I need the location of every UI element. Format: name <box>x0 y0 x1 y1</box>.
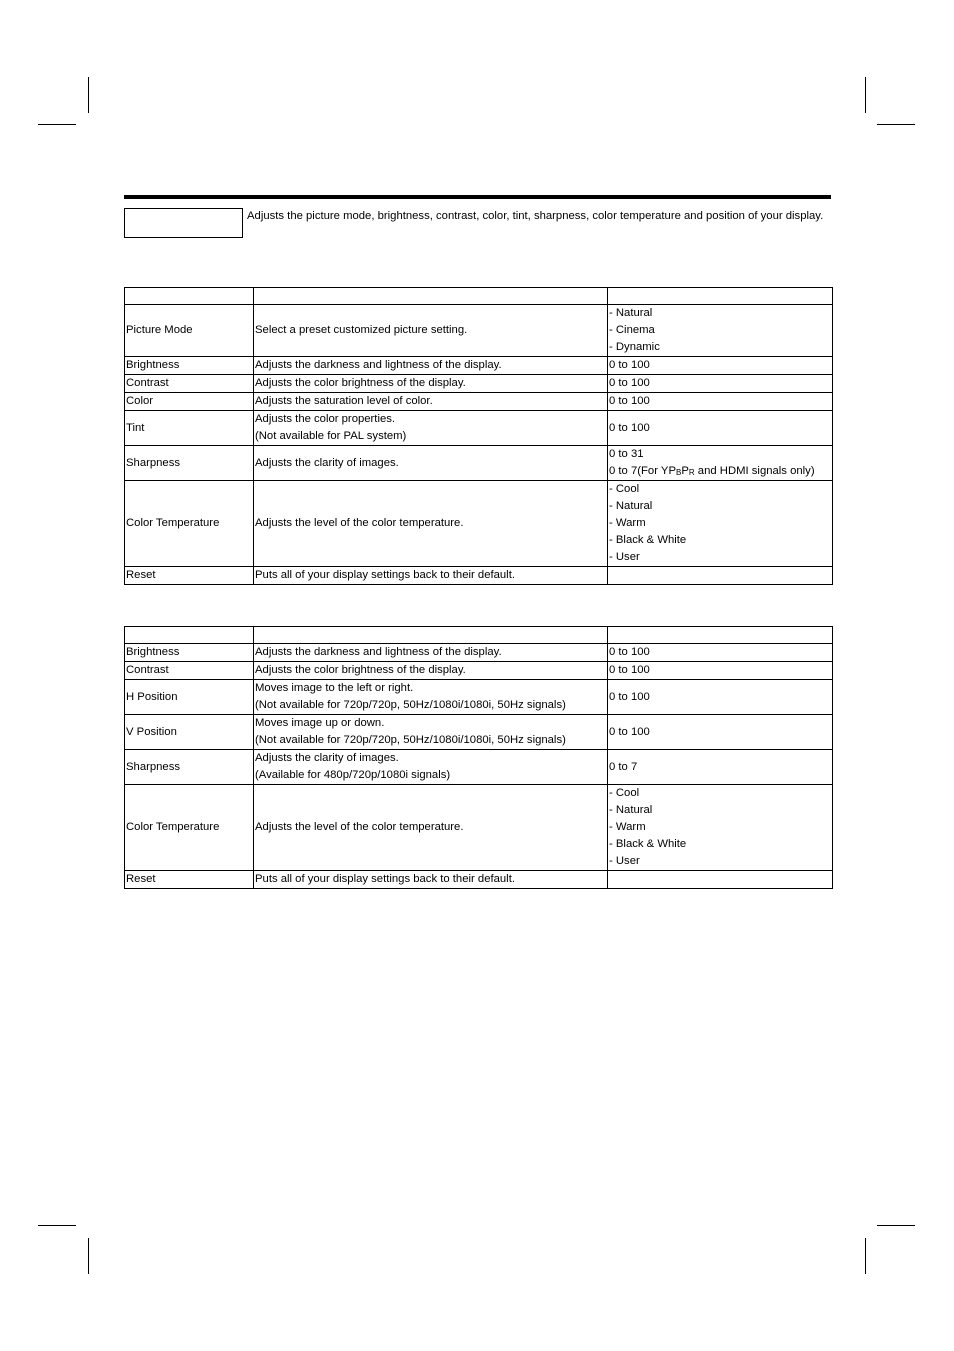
setting-name: Reset <box>125 567 254 585</box>
table-row <box>125 644 833 662</box>
setting-options <box>608 357 833 375</box>
crop-mark <box>865 77 866 113</box>
table-header-row <box>125 288 833 305</box>
table-row <box>125 375 833 393</box>
setting-name: Contrast <box>125 662 254 680</box>
crop-mark <box>38 124 76 125</box>
cell-line: Moves image to the left or right. <box>255 682 414 694</box>
cell-line: (Not available for PAL system) <box>255 430 407 442</box>
setting-name: Sharpness <box>125 750 254 785</box>
setting-options <box>608 750 833 785</box>
setting-name: H Position <box>125 680 254 715</box>
setting-description <box>254 644 608 662</box>
cell-line: Moves image up or down. <box>255 717 385 729</box>
setting-name: Color Temperature <box>125 785 254 871</box>
setting-options <box>608 393 833 411</box>
cell-line: (Not available for 720p/720p, 50Hz/1080i/1080i, 50Hz signals) <box>255 734 566 746</box>
setting-name: Contrast <box>125 375 254 393</box>
cell-line: 0 to 7 <box>609 760 638 773</box>
cell-line: Adjusts the darkness and lightness of the display. <box>255 359 502 371</box>
cell-line: Adjusts the color properties. <box>255 413 396 425</box>
cell-line: - Black & White <box>609 534 687 546</box>
setting-description <box>254 662 608 680</box>
table-row <box>125 785 833 871</box>
setting-name: V Position <box>125 715 254 750</box>
setting-name: Picture Mode <box>125 305 254 357</box>
setting-options <box>608 644 833 662</box>
cell-line: Adjusts the color brightness of the display. <box>255 664 466 676</box>
sharpness-alt-range <box>609 463 831 480</box>
table-row <box>125 662 833 680</box>
cell-line: (Not available for 720p/720p, 50Hz/1080i/1080i, 50Hz signals) <box>255 699 566 711</box>
cell-line: Adjusts the darkness and lightness of the display. <box>255 646 502 658</box>
table-header-row <box>125 627 833 644</box>
sharpness-alt-part: R <box>688 468 695 477</box>
setting-description <box>254 357 608 375</box>
table-row <box>125 481 833 567</box>
cell-line: 0 to 100 <box>609 377 650 389</box>
table-row <box>125 446 833 481</box>
cell-line: 0 to 100 <box>609 664 650 676</box>
sharpness-alt-part: 0 to 7(For YP <box>609 465 676 477</box>
cell-line: Puts all of your display settings back to their default. <box>255 569 515 581</box>
cell-line: Adjusts the color brightness of the display. <box>255 377 466 389</box>
sharpness-alt-part: P <box>681 465 689 477</box>
setting-description <box>254 446 608 481</box>
cell-line: 0 to 100 <box>609 646 650 658</box>
header-cell <box>254 627 608 644</box>
header-cell <box>125 627 254 644</box>
header-cell <box>125 288 254 305</box>
table-row <box>125 567 833 585</box>
cell-line: 0 to 100 <box>609 421 650 434</box>
crop-mark <box>38 1225 76 1226</box>
setting-description <box>254 680 608 715</box>
component-settings-table <box>124 626 833 889</box>
cell-line: - Black & White <box>609 838 687 850</box>
cell-line: - Cool <box>609 483 640 495</box>
setting-description <box>254 715 608 750</box>
cell-line: - User <box>609 855 640 867</box>
crop-mark <box>877 124 915 125</box>
crop-mark <box>877 1225 915 1226</box>
intro-text: Adjusts the picture mode, brightness, contrast, color, tint, sharpness, color temperature and position of your display. <box>247 210 824 222</box>
setting-name: Tint <box>125 411 254 446</box>
cell-line: Adjusts the clarity of images. <box>255 752 399 764</box>
picture-settings-table <box>124 287 833 585</box>
cell-line: - Warm <box>609 517 646 529</box>
table-row <box>125 680 833 715</box>
cell-line: 0 to 100 <box>609 359 650 371</box>
table-row <box>125 411 833 446</box>
cell-line: Adjusts the level of the color temperature. <box>255 517 464 529</box>
cell-line: Puts all of your display settings back to their default. <box>255 873 515 885</box>
cell-line: 0 to 100 <box>609 725 650 738</box>
cell-line: - Cool <box>609 787 640 799</box>
cell-line: - User <box>609 551 640 563</box>
setting-options <box>608 446 833 481</box>
setting-description <box>254 375 608 393</box>
cell-line: - Dynamic <box>609 341 660 353</box>
setting-options <box>608 481 833 567</box>
setting-description <box>254 750 608 785</box>
setting-options <box>608 662 833 680</box>
setting-options <box>608 785 833 871</box>
header-cell <box>608 627 833 644</box>
cell-line: - Natural <box>609 307 653 319</box>
header-cell <box>254 288 608 305</box>
setting-options <box>608 411 833 446</box>
header-cell <box>608 288 833 305</box>
table-row <box>125 357 833 375</box>
sharpness-alt-part: B <box>675 468 682 477</box>
setting-name: Reset <box>125 871 254 889</box>
setting-description <box>254 393 608 411</box>
setting-description <box>254 785 608 871</box>
sharpness-alt-part: and HDMI signals only) <box>694 465 815 477</box>
setting-description <box>254 411 608 446</box>
setting-options <box>608 567 833 585</box>
setting-name: Sharpness <box>125 446 254 481</box>
setting-options <box>608 871 833 889</box>
cell-line: - Natural <box>609 804 653 816</box>
setting-options <box>608 715 833 750</box>
setting-description <box>254 305 608 357</box>
setting-name: Brightness <box>125 644 254 662</box>
cell-line: (Available for 480p/720p/1080i signals) <box>255 769 451 781</box>
table-row <box>125 871 833 889</box>
setting-name: Color <box>125 393 254 411</box>
table-row <box>125 393 833 411</box>
table-row <box>125 715 833 750</box>
setting-name: Color Temperature <box>125 481 254 567</box>
setting-description <box>254 481 608 567</box>
cell-line: - Warm <box>609 821 646 833</box>
crop-mark <box>88 1238 89 1274</box>
cell-line: 0 to 100 <box>609 690 650 703</box>
cell-line: 0 to 100 <box>609 395 650 407</box>
table-row <box>125 750 833 785</box>
cell-line: Adjusts the saturation level of color. <box>255 395 433 407</box>
table-row <box>125 305 833 357</box>
section-label-box <box>124 208 243 238</box>
cell-line: Adjusts the clarity of images. <box>255 456 399 469</box>
cell-line: - Natural <box>609 500 653 512</box>
cell-line: Select a preset customized picture setting. <box>255 324 468 336</box>
setting-options <box>608 375 833 393</box>
cell-line: Adjusts the level of the color temperature. <box>255 821 464 833</box>
setting-description <box>254 871 608 889</box>
crop-mark <box>88 77 89 113</box>
setting-options <box>608 680 833 715</box>
cell-line: 0 to 31 <box>609 448 644 460</box>
setting-description <box>254 567 608 585</box>
setting-options <box>608 305 833 357</box>
cell-line: - Cinema <box>609 324 655 336</box>
section-rule <box>124 195 831 199</box>
crop-mark <box>865 1238 866 1274</box>
setting-name: Brightness <box>125 357 254 375</box>
